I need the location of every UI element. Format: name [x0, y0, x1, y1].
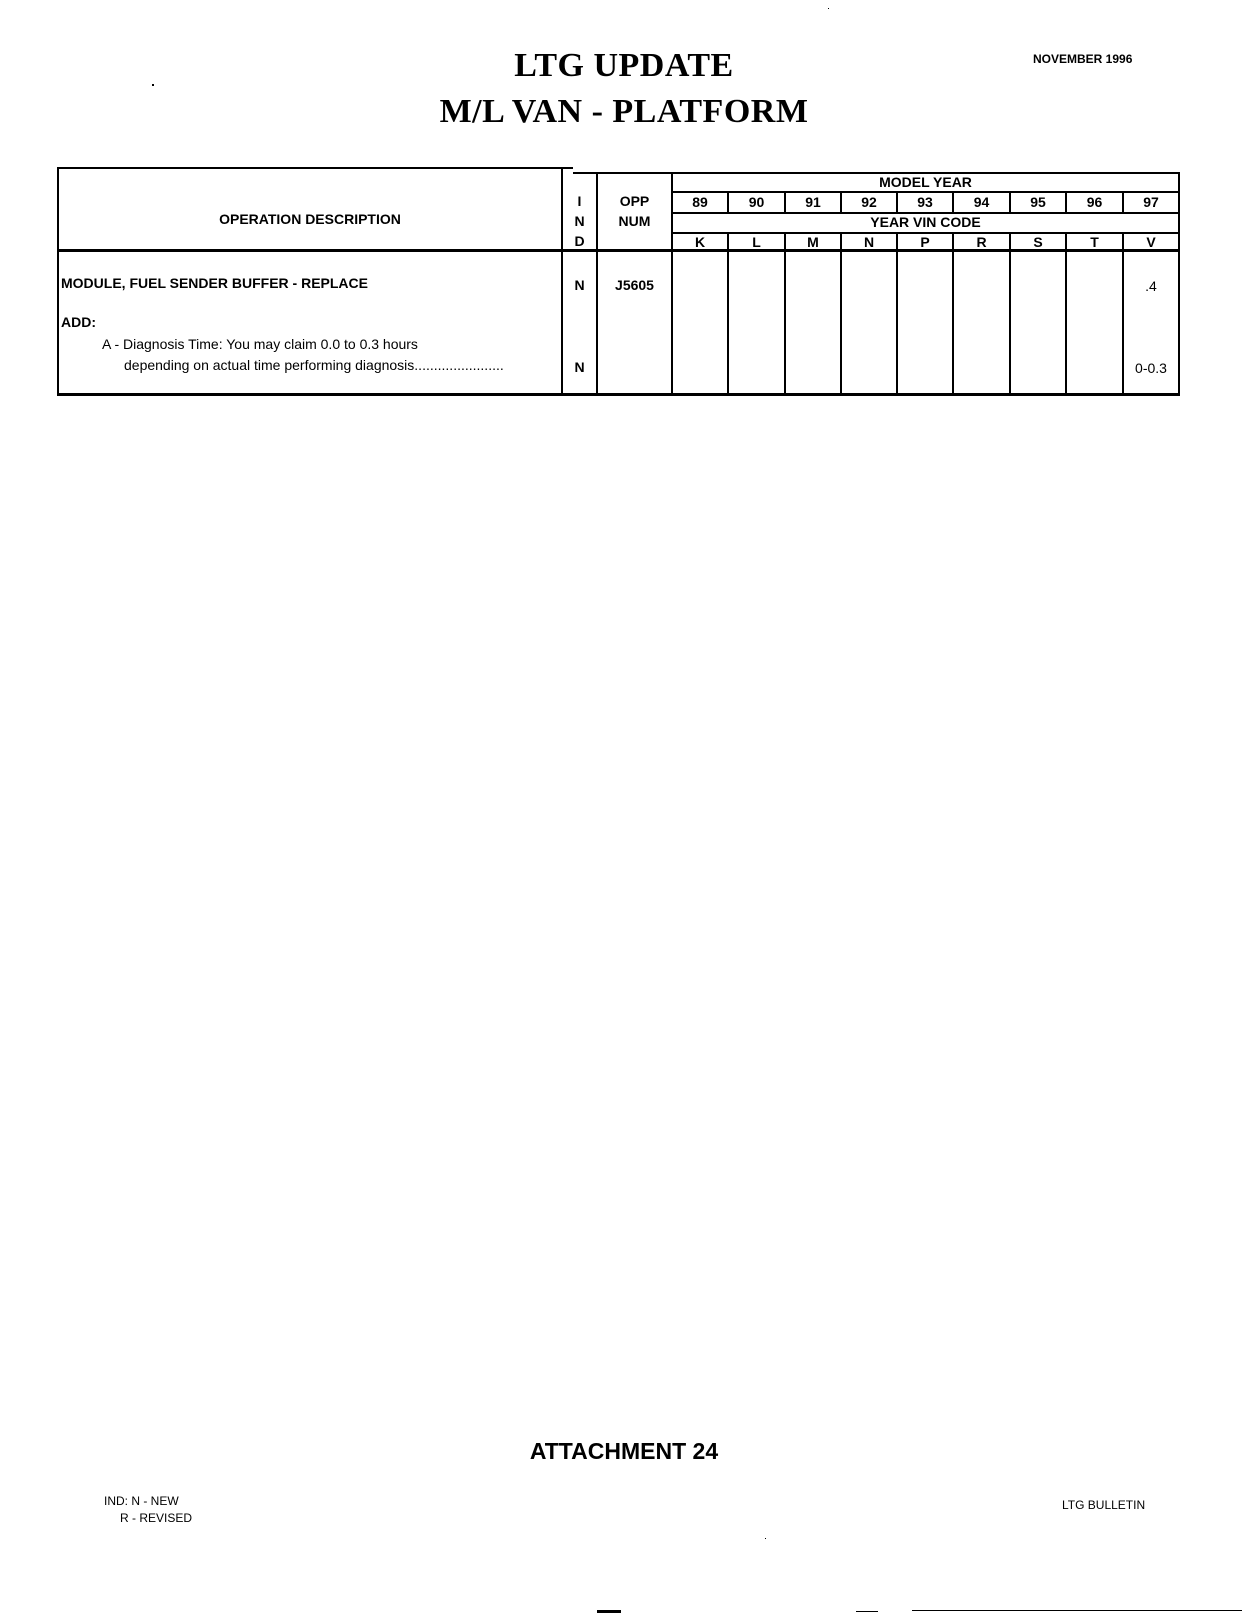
year-97: 97 [1143, 194, 1159, 210]
ind-legend-new: IND: N - NEW [104, 1494, 179, 1508]
year-divider [727, 232, 729, 396]
year-89: 89 [692, 194, 708, 210]
year-vin-code-header: YEAR VIN CODE [870, 214, 981, 230]
vin-code-t: T [1090, 234, 1099, 250]
year-divider [1065, 232, 1067, 396]
year-96: 96 [1086, 194, 1103, 210]
vin-code-m: M [807, 234, 819, 250]
ind-header-n: N [574, 213, 585, 229]
scan-speck [597, 1610, 621, 1613]
vin-code-n: N [863, 234, 875, 250]
num-header: NUM [618, 213, 651, 229]
page-title-line1: LTG UPDATE [514, 47, 734, 84]
year-divider [1009, 232, 1011, 396]
vin-code-p: P [920, 234, 930, 250]
model-year-header: MODEL YEAR [879, 174, 972, 190]
add-label: ADD: [61, 314, 96, 330]
year-91: 91 [805, 194, 821, 210]
year-divider [952, 232, 954, 396]
opp-num-value: J5605 [615, 277, 654, 293]
year-divider [896, 232, 898, 396]
year-95: 95 [1030, 194, 1046, 210]
attachment-label: ATTACHMENT 24 [529, 1438, 719, 1464]
year-divider [784, 232, 786, 396]
publication-date: NOVEMBER 1996 [1033, 52, 1133, 66]
scan-speck [152, 84, 154, 86]
table-border [57, 167, 59, 396]
table-border [1178, 172, 1180, 396]
table-border [57, 393, 1180, 396]
vin-code-l: L [752, 234, 761, 250]
scan-speck [912, 1610, 1242, 1611]
operation-description: MODULE, FUEL SENDER BUFFER - REPLACE [61, 275, 368, 291]
add-labor-time-97: 0-0.3 [1135, 360, 1167, 376]
model-year-divider [671, 191, 1180, 193]
ind-value: N [574, 277, 585, 293]
opp-header: OPP [619, 193, 650, 209]
labor-time-97: .4 [1145, 278, 1157, 294]
year-90: 90 [748, 194, 765, 210]
year-94: 94 [973, 194, 990, 210]
scan-speck [765, 1538, 766, 1539]
vin-code-r: R [976, 234, 987, 250]
add-item-line1: A - Diagnosis Time: You may claim 0.0 to 0.3 hours [102, 336, 418, 352]
year-divider [840, 232, 842, 396]
ind-legend-revised: R - REVISED [120, 1511, 193, 1525]
table-border [57, 167, 573, 169]
vin-code-v: V [1146, 234, 1156, 250]
ind-header-i: I [577, 193, 582, 209]
vin-code-k: K [694, 234, 706, 250]
bulletin-label: LTG BULLETIN [1062, 1498, 1146, 1512]
year-92: 92 [861, 194, 877, 210]
add-ind-value: N [574, 359, 585, 375]
page-title-line2: M/L VAN - PLATFORM [439, 93, 809, 130]
operation-description-header: OPERATION DESCRIPTION [219, 211, 401, 227]
vin-code-s: S [1033, 234, 1043, 250]
ind-header-d: D [574, 233, 585, 249]
scan-speck [856, 1611, 878, 1612]
year-93: 93 [917, 194, 933, 210]
add-item-line2: depending on actual time performing diagnosis....................... [124, 357, 504, 373]
scan-speck [828, 8, 829, 9]
